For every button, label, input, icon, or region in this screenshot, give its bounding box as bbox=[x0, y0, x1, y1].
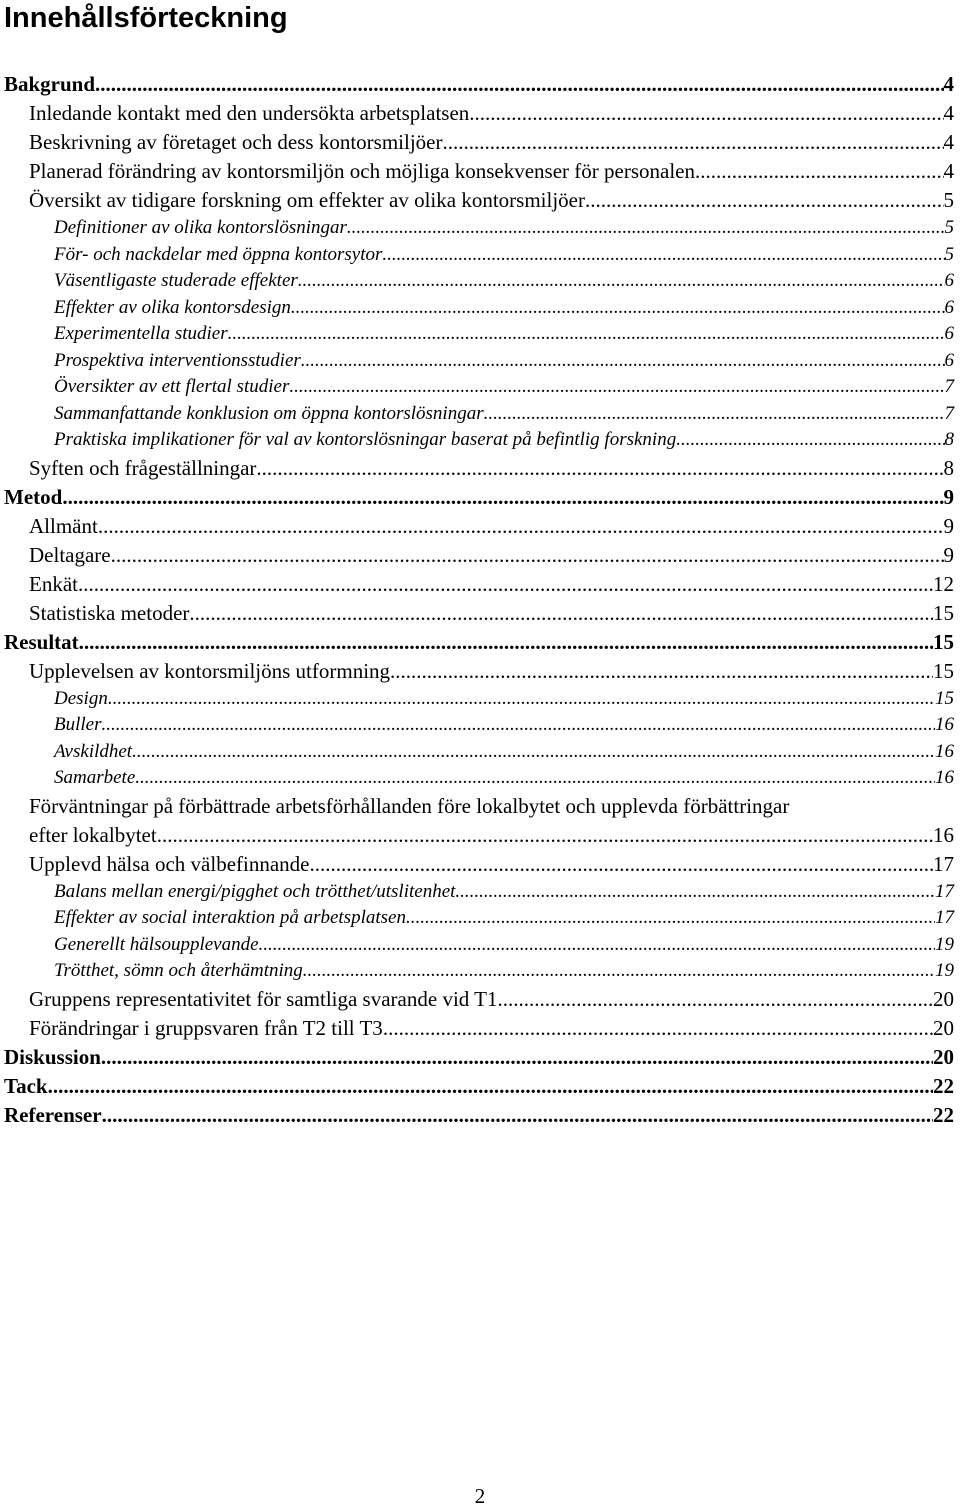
toc-leader-dots bbox=[406, 905, 935, 932]
toc-leader-dots bbox=[289, 374, 944, 401]
toc-entry-page: 15 bbox=[933, 629, 954, 654]
toc-leader-dots bbox=[443, 128, 944, 157]
toc-leader-dots bbox=[108, 686, 935, 713]
toc-entry-title: För- och nackdelar med öppna kontorsytor bbox=[54, 243, 383, 265]
toc-entry[interactable] bbox=[0, 879, 954, 906]
toc-leader-dots bbox=[310, 850, 934, 879]
toc-leader-dots bbox=[382, 242, 944, 269]
toc-entry[interactable] bbox=[0, 570, 954, 599]
toc-entry-page: 8 bbox=[944, 429, 954, 450]
toc-entry[interactable] bbox=[0, 268, 954, 295]
toc-entry-page: 17 bbox=[933, 851, 954, 876]
toc-entry-title: Inledande kontakt med den undersökta arbetsplatsen bbox=[29, 101, 470, 125]
toc-entry-page: 12 bbox=[933, 571, 954, 596]
toc-entry-title: Bakgrund bbox=[4, 72, 96, 96]
toc-entry[interactable] bbox=[0, 821, 954, 850]
toc-leader-dots bbox=[497, 985, 933, 1014]
toc-entry-page: 6 bbox=[944, 349, 954, 371]
toc-entry-title: Sammanfattande konklusion om öppna kontorslösningar bbox=[54, 402, 484, 424]
toc-entry[interactable] bbox=[0, 295, 954, 322]
toc-entry-title: Diskussion bbox=[4, 1044, 101, 1069]
toc-entry-title: Tack bbox=[4, 1073, 48, 1098]
toc-entry-page: 6 bbox=[944, 296, 954, 318]
toc-leader-dots bbox=[228, 321, 945, 348]
toc-entry[interactable] bbox=[0, 1014, 954, 1043]
toc-entry-page: 4 bbox=[943, 101, 954, 125]
toc-entry-page: 16 bbox=[935, 767, 954, 788]
toc-entry-title: Praktiska implikationer för val av kontorslösningar baserat på befintlig forskning bbox=[54, 429, 677, 450]
toc-entry-title: Deltagare bbox=[29, 542, 111, 567]
toc-leader-dots bbox=[48, 1072, 933, 1101]
toc-entry[interactable] bbox=[0, 128, 954, 157]
toc-leader-dots bbox=[102, 712, 936, 739]
toc-entry[interactable] bbox=[0, 599, 954, 628]
toc-leader-dots bbox=[256, 454, 943, 483]
toc-leader-dots bbox=[390, 657, 933, 686]
toc-leader-dots bbox=[469, 99, 943, 128]
toc-entry-page: 9 bbox=[943, 484, 954, 509]
toc-entry-page: 5 bbox=[944, 243, 954, 265]
toc-entry-title: efter lokalbytet bbox=[29, 822, 157, 847]
toc-entry[interactable] bbox=[0, 215, 954, 242]
toc-entry-page: 20 bbox=[933, 1044, 954, 1069]
toc-entry-page: 19 bbox=[935, 960, 954, 981]
toc-entry-title: Samarbete bbox=[54, 767, 136, 788]
toc-entry[interactable] bbox=[0, 1043, 954, 1072]
toc-entry[interactable] bbox=[0, 401, 954, 428]
toc-entry-title: Beskrivning av företaget och dess kontorsmiljöer bbox=[29, 130, 443, 154]
toc-entry-page: 19 bbox=[935, 933, 954, 955]
toc-entry[interactable] bbox=[0, 427, 954, 454]
toc-leader-dots bbox=[78, 570, 933, 599]
toc-entry[interactable] bbox=[0, 186, 954, 215]
toc-entry-title: Planerad förändring av kontorsmiljön och möjliga konsekvenser för personalen bbox=[29, 159, 695, 183]
toc-entry[interactable] bbox=[0, 242, 954, 269]
toc-entry[interactable] bbox=[0, 157, 954, 186]
toc-leader-dots bbox=[157, 821, 933, 850]
toc-entry-title: Förändringar i gruppsvaren från T2 till T3 bbox=[29, 1015, 383, 1040]
toc-entry[interactable] bbox=[0, 1101, 954, 1130]
toc-leader-dots bbox=[347, 215, 945, 242]
toc-entry-title: Väsentligaste studerade effekter bbox=[54, 270, 298, 291]
toc-entry-title: Syften och frågeställningar bbox=[29, 455, 257, 480]
table-of-contents bbox=[0, 70, 960, 1130]
toc-leader-dots bbox=[484, 401, 945, 428]
toc-entry[interactable] bbox=[0, 454, 954, 483]
toc-leader-dots bbox=[101, 1043, 933, 1072]
toc-entry-page: 5 bbox=[944, 217, 954, 238]
toc-entry-page: 9 bbox=[943, 542, 954, 567]
toc-entry-text-line1: Förväntningar på förbättrade arbetsförhållanden före lokalbytet och upplevda förbättringar bbox=[29, 793, 790, 818]
toc-entry[interactable] bbox=[0, 512, 954, 541]
toc-entry[interactable] bbox=[0, 374, 954, 401]
toc-entry-title: Experimentella studier bbox=[54, 323, 228, 344]
toc-leader-dots bbox=[189, 599, 933, 628]
toc-entry[interactable] bbox=[0, 985, 954, 1014]
toc-entry-page: 8 bbox=[943, 455, 954, 480]
page-number: 2 bbox=[474, 1484, 486, 1508]
toc-entry-page: 15 bbox=[933, 600, 954, 625]
toc-entry[interactable] bbox=[0, 321, 954, 348]
toc-entry-page: 15 bbox=[935, 687, 954, 709]
toc-leader-dots bbox=[298, 268, 945, 295]
toc-entry-page: 15 bbox=[933, 658, 954, 683]
toc-entry-title: Avskildhet bbox=[54, 740, 133, 762]
toc-entry-title: Referenser bbox=[4, 1102, 102, 1127]
toc-entry[interactable] bbox=[0, 850, 954, 879]
toc-entry-page: 22 bbox=[933, 1102, 954, 1127]
toc-entry-page: 4 bbox=[943, 72, 954, 96]
toc-entry-page: 20 bbox=[933, 986, 954, 1011]
toc-leader-dots bbox=[62, 483, 943, 512]
toc-entry-page: 16 bbox=[935, 740, 954, 762]
toc-entry-page: 22 bbox=[933, 1073, 954, 1098]
toc-entry-title: Upplevelsen av kontorsmiljöns utformning bbox=[29, 658, 391, 683]
toc-entry-page: 7 bbox=[944, 376, 954, 397]
toc-leader-dots bbox=[259, 932, 935, 959]
toc-leader-dots bbox=[585, 186, 944, 215]
toc-entry-title: Definitioner av olika kontorslösningar bbox=[54, 217, 347, 238]
toc-entry-page: 7 bbox=[944, 402, 954, 424]
toc-entry[interactable] bbox=[0, 765, 954, 792]
page-title: Innehållsförteckning bbox=[4, 2, 288, 34]
toc-entry-title: Översikt av tidigare forskning om effekter av olika kontorsmiljöer bbox=[29, 188, 585, 212]
toc-entry[interactable] bbox=[0, 712, 954, 739]
toc-leader-dots bbox=[135, 765, 935, 792]
toc-leader-dots bbox=[98, 512, 944, 541]
toc-entry-page: 6 bbox=[944, 323, 954, 344]
toc-entry-page: 6 bbox=[944, 270, 954, 291]
toc-leader-dots bbox=[303, 958, 935, 985]
toc-entry-page: 17 bbox=[935, 880, 954, 902]
toc-leader-dots bbox=[291, 295, 945, 322]
toc-entry-page: 20 bbox=[933, 1015, 954, 1040]
toc-entry-title: Design bbox=[54, 687, 108, 709]
toc-entry[interactable] bbox=[0, 628, 954, 657]
toc-entry-title: Effekter av olika kontorsdesign bbox=[54, 296, 291, 318]
toc-entry-title: Buller bbox=[54, 714, 102, 735]
toc-entry-title: Resultat bbox=[4, 629, 79, 654]
toc-entry-page: 5 bbox=[943, 188, 954, 212]
toc-leader-dots bbox=[695, 157, 944, 186]
toc-entry[interactable] bbox=[0, 932, 954, 959]
toc-entry-title: Allmänt bbox=[29, 513, 98, 538]
toc-entry[interactable] bbox=[0, 657, 954, 686]
toc-entry[interactable] bbox=[0, 348, 954, 375]
toc-entry-page: 16 bbox=[933, 822, 954, 847]
toc-entry-title: Gruppens representativitet för samtliga svarande vid T1 bbox=[29, 986, 498, 1011]
toc-leader-dots bbox=[455, 879, 935, 906]
toc-entry-title: Upplevd hälsa och välbefinnande bbox=[29, 851, 310, 876]
toc-entry[interactable] bbox=[0, 1072, 954, 1101]
toc-entry[interactable] bbox=[0, 905, 954, 932]
toc-entry-title: Balans mellan energi/pigghet och trötthet/utslitenhet bbox=[54, 880, 456, 902]
toc-entry[interactable] bbox=[0, 958, 954, 985]
toc-leader-dots bbox=[132, 739, 935, 766]
toc-entry[interactable] bbox=[0, 739, 954, 766]
toc-leader-dots bbox=[102, 1101, 933, 1130]
toc-entry-page: 4 bbox=[943, 130, 954, 154]
toc-entry[interactable] bbox=[0, 99, 954, 128]
toc-leader-dots bbox=[676, 427, 944, 454]
toc-entry[interactable] bbox=[0, 483, 954, 512]
toc-entry-title: Översikter av ett flertal studier bbox=[54, 376, 290, 397]
toc-leader-dots bbox=[79, 628, 933, 657]
toc-entry-page: 4 bbox=[943, 159, 954, 183]
toc-entry-title: Prospektiva interventionsstudier bbox=[54, 349, 301, 371]
toc-entry-title: Metod bbox=[4, 484, 63, 509]
toc-entry-title: Trötthet, sömn och återhämtning bbox=[54, 960, 303, 981]
toc-entry-page: 17 bbox=[935, 907, 954, 928]
toc-entry-title: Effekter av social interaktion på arbetsplatsen bbox=[54, 907, 406, 928]
toc-entry-page: 16 bbox=[935, 714, 954, 735]
toc-entry[interactable] bbox=[0, 70, 954, 99]
toc-entry-page: 9 bbox=[943, 513, 954, 538]
toc-leader-dots bbox=[95, 70, 943, 99]
toc-leader-dots bbox=[383, 1014, 933, 1043]
toc-leader-dots bbox=[111, 541, 944, 570]
toc-entry-title: Statistiska metoder bbox=[29, 600, 190, 625]
toc-leader-dots bbox=[301, 348, 945, 375]
toc-entry[interactable] bbox=[0, 541, 954, 570]
toc-entry-title: Generellt hälsoupplevande bbox=[54, 933, 259, 955]
toc-entry[interactable] bbox=[0, 686, 954, 713]
toc-entry-title: Enkät bbox=[29, 571, 78, 596]
